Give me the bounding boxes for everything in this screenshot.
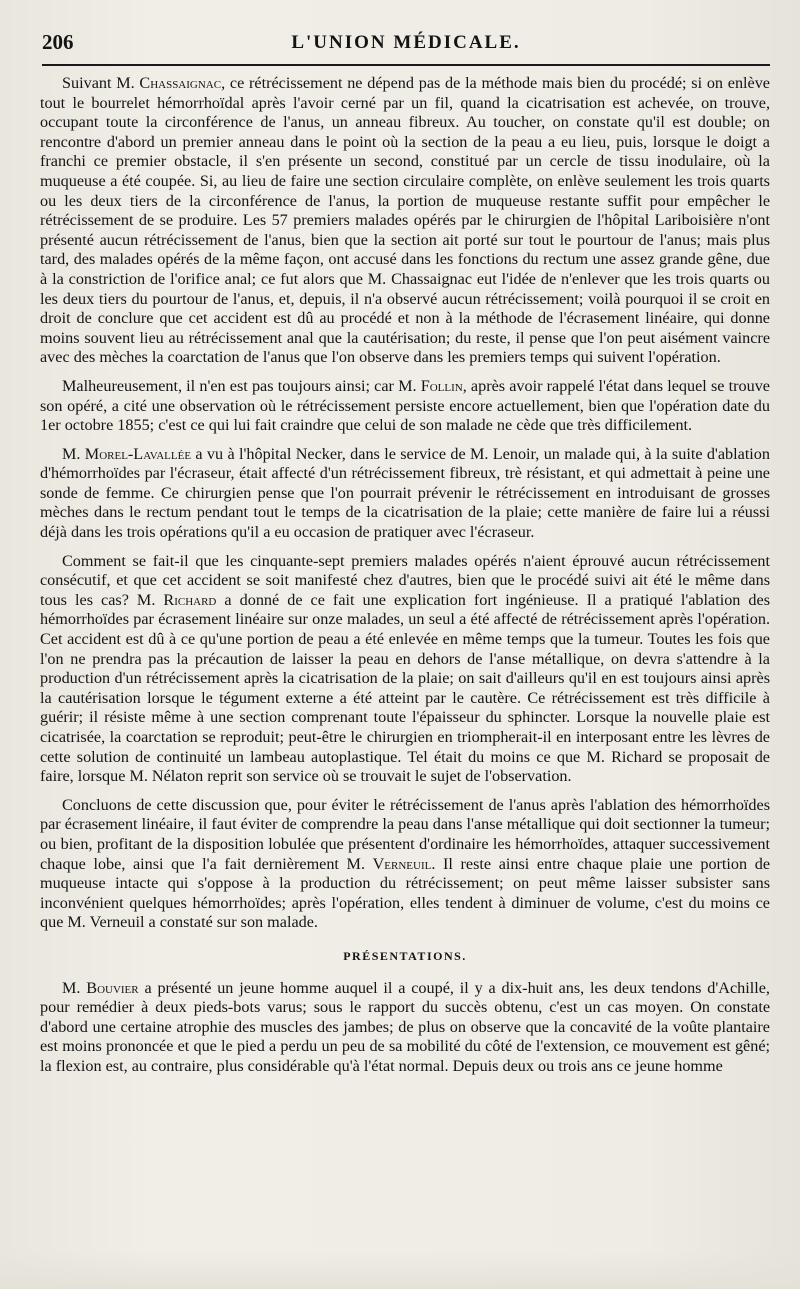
text-run: Concluons de cette discussion que, pour éviter le rétrécissement de l'anus après l'ablation des hémorrhoïdes par écrasement linéaire, il faut éviter de comprendre la peau dans l'anse métallique qui doit sectionner la tumeur; ou bien, profitant de la disposition lobulée que présentent d'ordinaire les hémorrhoïdes, attaquer successivement chaque lobe, ainsi que l'a fait dernièrement M.: [40, 795, 770, 873]
text-run: Malheureusement, il n'en est pas toujours ainsi; car M.: [62, 376, 421, 395]
page-number: 206: [42, 30, 74, 54]
text-run: , après avoir rappelé l'état dans lequel se trouve son opéré, a cité une observation où le rétrécissement persiste encore actuellement, bien que l'opération date du 1er octobre 1855; c'est ce qui lui fait craindre que celui de son malade ne cède que très difficilement.: [40, 376, 770, 435]
text-run: a vu à l'hôpital Necker, dans le service de M. Lenoir, un malade qui, à la suite d'ablation d'hémorrhoïdes par l'écraseur, était affecté d'un rétrécissement fibreux, trè résistant, et qui admettait à peine une sonde de femme. Ce chirurgien pense que l'on pourrait prévenir le rétrécissement en introduisant de grosses mèches dans le rectum pendant tout le temps de la cicatrisation de la plaie; cette manière de faire lui a réussi déjà dans les trois opérations qu'il a eu occasion de pratiquer avec l'écraseur.: [40, 444, 770, 542]
text-run: Comment se fait-il que les cinquante-sept premiers malades opérés n'aient éprouvé aucun rétrécissement consécutif, et que cet accident se soit manifesté chez d'autres, bien que le procédé suivi ait été le même dans tous les cas? M.: [40, 551, 770, 609]
page-edge-shadow: [0, 1251, 800, 1289]
journal-title: L'UNION MÉDICALE.: [291, 32, 521, 53]
author-name: Richard: [163, 590, 217, 609]
running-header: [42, 26, 770, 62]
author-name: Morel-Lavallée: [84, 444, 192, 463]
paragraph: [40, 74, 770, 368]
discussion-paragraphs: [40, 74, 770, 933]
paragraph: [40, 377, 770, 436]
paragraph: [40, 552, 770, 787]
author-name: Bouvier: [86, 978, 139, 997]
text-run: M.: [62, 444, 85, 463]
paragraph: [40, 445, 770, 543]
text-run: . Il reste ainsi entre chaque plaie une portion de muqueuse intacte qui s'oppose à la production du rétrécissement; on peut même laisser subsister sans inconvénient quelques hémorrhoïdes; après l'opération, elles tendent à diminuer de volume, c'est du moins ce que M. Verneuil a constaté sur son malade.: [40, 854, 770, 932]
text-run: a donné de ce fait une explication fort ingénieuse. Il a pratiqué l'ablation des hémorrhoïdes par écrasement linéaire sur onze malades, un seul a été affecté de rétrécissement après l'opération. Cet accident est dû à ce qu'une portion de peau a été enlevée en même temps que la tumeur. Toutes les fois que l'on ne prendra pas la précaution de laisser la peau en dehors de l'anse métallique, on devra s'attendre à la production d'un rétrécissement après la cicatrisation de la plaie; on sait d'ailleurs qu'il en est toujours ainsi après la cautérisation lorsque le tégument externe a été atteint par le cautère. Ce rétrécissement est très difficile à guérir; il résiste même à une section comprenant toute l'épaisseur du sphincter. Lorsque la nouvelle plaie est cicatrisée, la coarctation se reproduit; peut-être le chirurgien en triompherait-il en interposant entre les lèvres de cette solution de continuité un lambeau autoplastique. Tel était du moins ce que M. Richard se proposait de faire, lorsque M. Nélaton reprit son service où se trouvait le sujet de l'observation.: [40, 590, 770, 786]
author-name: Chassaignac: [139, 74, 222, 92]
paragraph: [40, 979, 770, 1077]
paragraph: [40, 796, 770, 933]
section-title: PRÉSENTATIONS.: [343, 948, 467, 963]
author-name: Follin: [420, 376, 463, 395]
text-run: a présenté un jeune homme auquel il a coupé, il y a dix-huit ans, les deux tendons d'Achille, pour remédier à deux pieds-bots varus; sous le rapport du succès obtenu, c'est un cas moyen. On constate d'abord une certaine atrophie des muscles des jambes; de plus on observe que la concavité de la voûte plantaire est moins prononcée et que le pied a perdu un peu de sa mobilité du côté de l'extension, ce mouvement est gêné; la flexion est, au contraire, plus considérable qu'à l'état normal. Depuis deux ou trois ans ce jeune homme: [40, 978, 770, 1075]
text-run: , ce rétrécissement ne dépend pas de la méthode mais bien du procédé; si on enlève tout le bourrelet hémorrhoïdal après l'avoir cerné par un fil, quand la cicatrisation est achevée, on trouve, occupant toute la circonférence de l'anus, un anneau fibreux. Au toucher, on constate qu'il est double; on rencontre d'abord un premier anneau dans le point où la section de la peau a eu lieu, puis, lorsque le doigt a franchi ce premier obstacle, il s'en présente un second, constitué par un cercle de tissu inodulaire, où la muqueuse a été coupée. Si, au lieu de faire une section circulaire complète, on enlève seulement les trois quarts ou les deux tiers de la circonférence de l'anus, la portion de muqueuse restante suffit pour empêcher le rétrécissement de se produire. Les 57 premiers malades opérés par le chirurgien de l'hôpital Lariboisière n'ont présenté aucun rétrécissement de l'anus, bien que la section ait porté sur tout le pourtour de l'anus; mais plus tard, des malades opérés de la même façon, ont accusé dans les fonctions du rectum une assez grande gêne, due à la constriction de l'orifice anal; ce fut alors que M. Chassaignac eut l'idée de n'enlever que les trois quarts ou les deux tiers du pourtour de l'anus, et, depuis, il n'a observé aucun rétrécissement; voilà pourquoi il se croit en droit de conclure que cet accident est dû au procédé et non à la méthode de l'écrasement linéaire, qui donne moins souvent lieu au rétrécissement anal que la cautérisation; du reste, il pense que l'on peut aisément vaincre avec des mèches la coarctation de l'anus que l'on observe dans les premiers temps qui suivent l'opération.: [40, 74, 770, 367]
presentations-paragraphs: [40, 979, 770, 1077]
header-rule: [42, 64, 770, 66]
text-run: M.: [62, 978, 87, 997]
author-name: Verneuil: [372, 854, 432, 873]
article-body: [40, 74, 770, 1086]
text-run: Suivant M.: [62, 74, 140, 92]
